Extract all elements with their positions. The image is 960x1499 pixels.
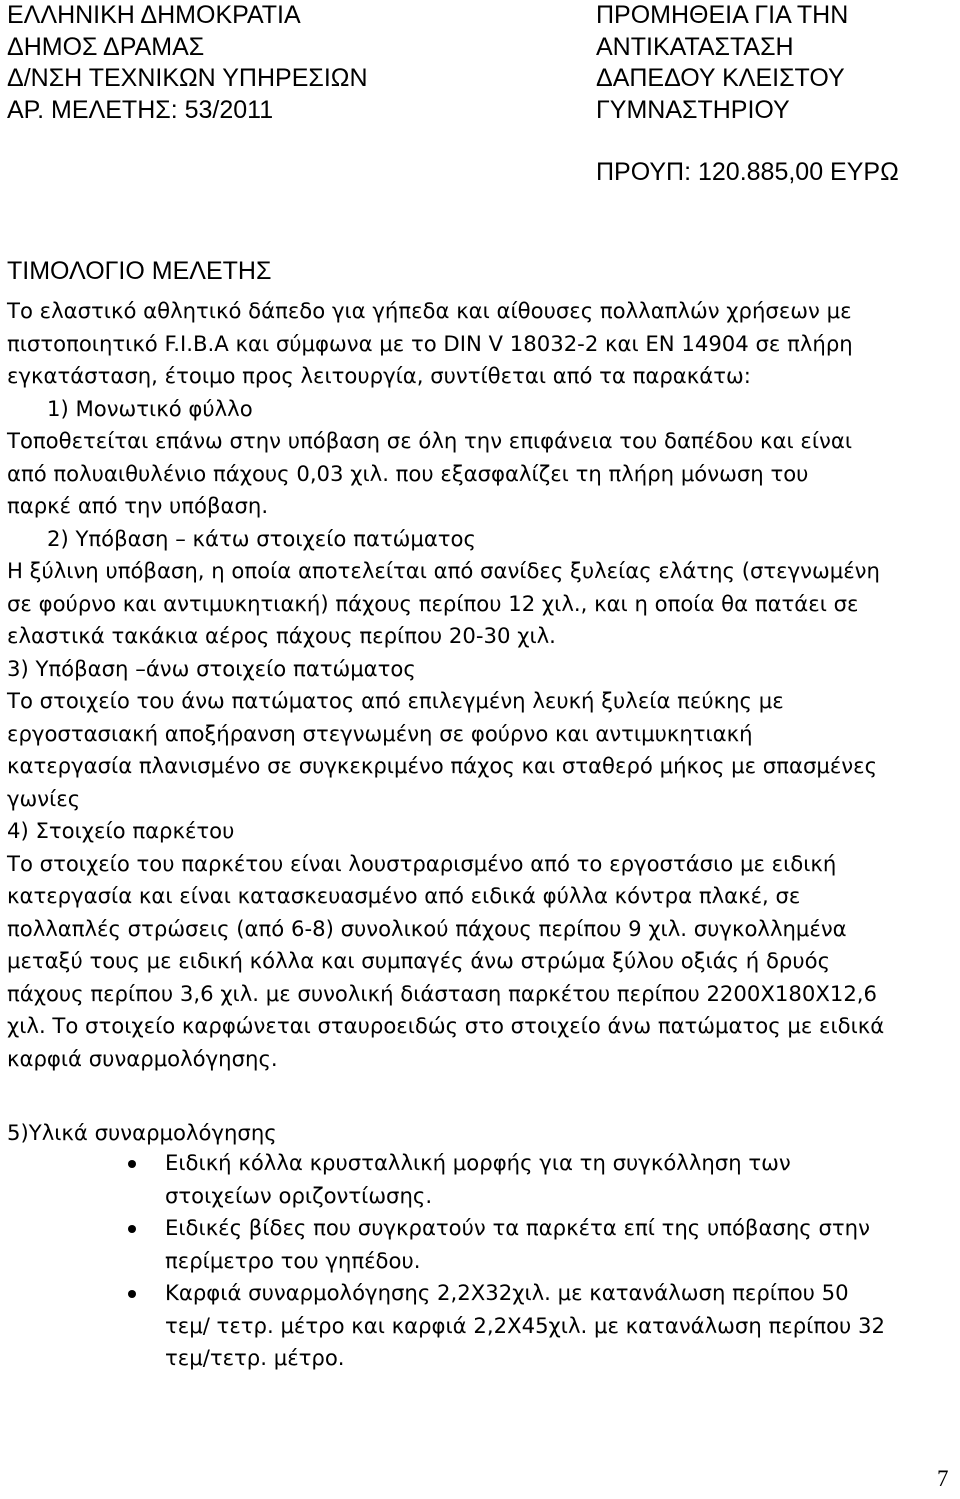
section-heading: 2) Υπόβαση – κάτω στοιχείο πατώματος <box>47 525 476 551</box>
page-number: 7 <box>937 1466 949 1491</box>
body-line: Τοποθετείται επάνω στην υπόβαση σε όλη την επιφάνεια του δαπέδου και είναι <box>7 428 853 453</box>
bullet-icon <box>128 1160 136 1168</box>
document-body <box>7 295 957 1075</box>
body-line: κατεργασία και είναι κατασκευασμένο από ειδικά φύλλα κόντρα πλακέ, σε <box>7 883 801 908</box>
list-item-line: Καρφιά συναρμολόγησης 2,2Χ32χιλ. με κατανάλωση περίπου 50 <box>165 1280 849 1305</box>
section-heading: 1) Μονωτικό φύλλο <box>47 395 253 421</box>
body-line: Το στοιχείο του άνω πατώματος από επιλεγμένη λευκή ξυλεία πεύκης με <box>7 688 784 713</box>
header-right-line: ΑΝΤΙΚΑΤΑΣΤΑΣΗ <box>596 32 794 61</box>
body-line: γωνίες <box>7 785 81 811</box>
body-line: Το στοιχείο του παρκέτου είναι λουστραρισμένο από το εργοστάσιο με ειδική <box>7 850 837 876</box>
body-line: μεταξύ τους με ειδική κόλλα και συμπαγές άνω στρώμα ξύλου οξιάς ή δρυός <box>7 948 831 973</box>
header-left-line: ΔΗΜΟΣ ΔΡΑΜΑΣ <box>7 32 205 61</box>
body-line: από πολυαιθυλένιο πάχους 0,03 χιλ. που εξασφαλίζει τη πλήρη μόνωση του <box>7 460 809 486</box>
header-left-line: Δ/ΝΣΗ ΤΕΧΝΙΚΩΝ ΥΠΗΡΕΣΙΩΝ <box>7 64 368 92</box>
list-item <box>128 1147 885 1212</box>
header-left <box>7 0 368 126</box>
materials-heading: 5)Υλικά συναρμολόγησης <box>7 1120 277 1145</box>
header-right-line: ΠΡΟΜΗΘΕΙΑ ΓΙΑ ΤΗΝ <box>596 1 849 29</box>
list-item <box>128 1212 885 1277</box>
header-left-line: ΕΛΛΗΝΙΚΗ ΔΗΜΟΚΡΑΤΙΑ <box>7 1 301 29</box>
document-title: ΤΙΜΟΛΟΓΙΟ ΜΕΛΕΤΗΣ <box>7 257 272 285</box>
materials-list <box>128 1147 885 1375</box>
list-item-line: στοιχείων οριζοντίωσης. <box>165 1182 433 1208</box>
body-line: πιστοποιητικό F.I.B.A και σύμφωνα με το DIN V 18032-2 και EN 14904 σε πλήρη <box>7 330 853 356</box>
body-line: καρφιά συναρμολόγησης. <box>7 1045 278 1071</box>
body-line: πάχους περίπου 3,6 χιλ. με συνολική διάσταση παρκέτου περίπου 2200Χ180Χ12,6 <box>7 980 878 1006</box>
header-right-line: ΓΥΜΝΑΣΤΗΡΙΟΥ <box>596 95 790 124</box>
body-line: πολλαπλές στρώσεις (από 6-8) συνολικού πάχους περίπου 9 χιλ. συγκολλημένα <box>7 915 847 941</box>
bullet-icon <box>128 1225 136 1233</box>
body-line: Η ξύλινη υπόβαση, η οποία αποτελείται από σανίδες ξυλείας ελάτης (στεγνωμένη <box>7 558 880 583</box>
list-item <box>128 1277 885 1375</box>
section-heading: 3) Υπόβαση –άνω στοιχείο πατώματος <box>7 655 416 681</box>
body-line: Το ελαστικό αθλητικό δάπεδο για γήπεδα και αίθουσες πολλαπλών χρήσεων με <box>7 298 852 323</box>
body-line: κατεργασία πλανισμένο σε συγκεκριμένο πάχος και σταθερό μήκος με σπασμένες <box>7 753 878 778</box>
list-item-line: Ειδική κόλλα κρυσταλλική μορφής για τη συγκόλληση των <box>165 1150 791 1175</box>
section-heading: 4) Στοιχείο παρκέτου <box>7 818 235 843</box>
body-line: χιλ. Το στοιχείο καρφώνεται σταυροειδώς στο στοιχείο άνω πατώματος με ειδικά <box>7 1013 885 1038</box>
list-item-line: τεμ/ τετρ. μέτρο και καρφιά 2,2Χ45χιλ. με κατανάλωση περίπου 32 <box>165 1312 885 1338</box>
bullet-icon <box>128 1290 136 1298</box>
header-left-line: ΑΡ. ΜΕΛΕΤΗΣ: 53/2011 <box>7 95 274 124</box>
budget: ΠΡΟΥΠ: 120.885,00 ΕΥΡΩ <box>596 158 899 186</box>
list-item-line: περίμετρο του γηπέδου. <box>165 1247 421 1273</box>
list-item-line: τεμ/τετρ. μέτρο. <box>165 1345 345 1370</box>
body-line: σε φούρνο και αντιμυκητιακή) πάχους περίπου 12 χιλ., και η οποία θα πατάει σε <box>7 590 859 616</box>
body-line: παρκέ από την υπόβαση. <box>7 493 269 518</box>
header-right <box>596 0 848 126</box>
body-line: εργοστασιακή αποξήρανση στεγνωμένη σε φούρνο και αντιμυκητιακή <box>7 720 753 746</box>
body-line: εγκατάσταση, έτοιμο προς λειτουργία, συντίθεται από τα παρακάτω: <box>7 363 751 388</box>
list-item-line: Ειδικές βίδες που συγκρατούν τα παρκέτα επί της υπόβασης στην <box>165 1215 870 1240</box>
header-right-line: ΔΑΠΕΔΟΥ ΚΛΕΙΣΤΟΥ <box>596 64 845 92</box>
body-line: ελαστικά τακάκια αέρος πάχους περίπου 20-30 χιλ. <box>7 623 556 648</box>
